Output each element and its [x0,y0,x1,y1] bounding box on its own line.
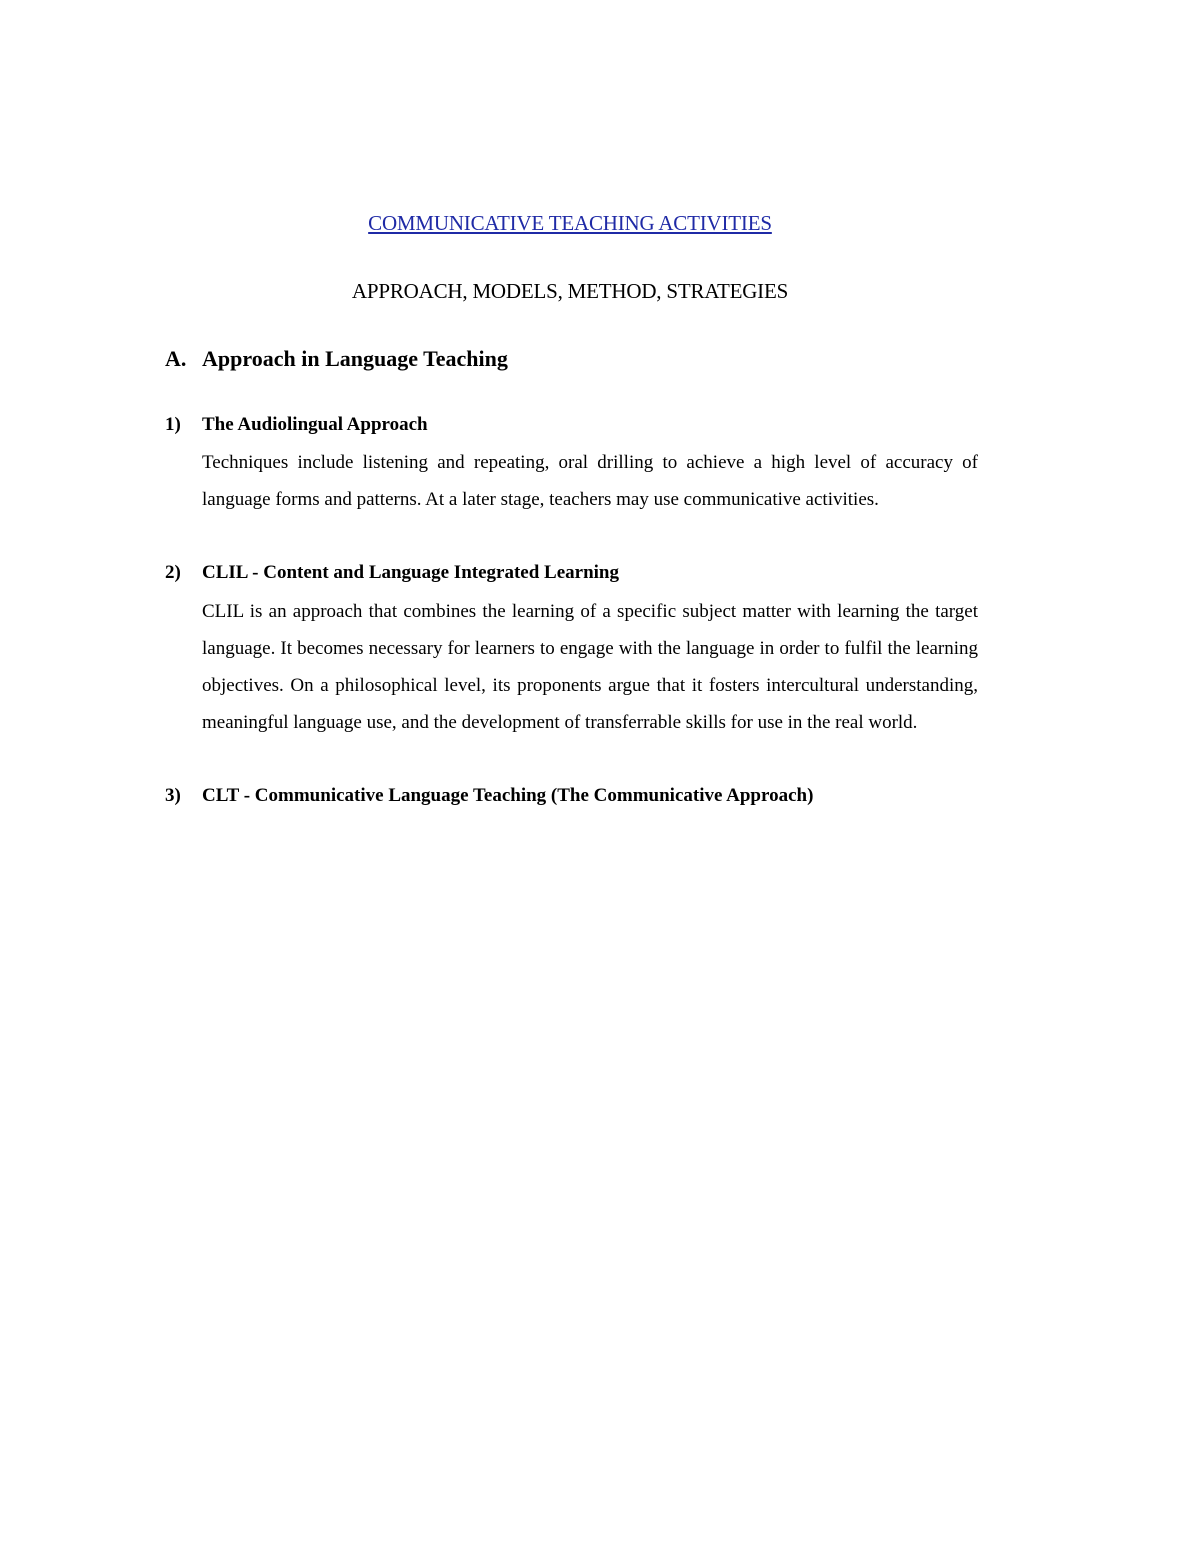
item-heading [165,559,619,587]
item-number: 2) [165,562,181,583]
item-body: CLIL is an approach that combines the learning of a specific subject matter with learning the target language. It becomes necessary for learners to engage with the language in order to fulfil the learning objectives. On a philosophical level, its proponents argue that it fosters intercultural understanding, meaningful language use, and the development of transferrable skills for use in the real world. [202,601,978,733]
section-letter: A. [165,346,187,371]
item-number: 3) [165,785,181,806]
item-heading-text: CLIL - Content and Language Integrated Learning [202,562,619,583]
item-heading [165,782,813,810]
section-heading [165,344,508,374]
item-heading [165,411,428,439]
item-number: 1) [165,414,181,435]
document-title: COMMUNICATIVE TEACHING ACTIVITIES [368,211,772,235]
item-body: Techniques include listening and repeating, oral drilling to achieve a high level of accuracy of language forms and patterns. At a later stage, teachers may use communicative activities. [202,452,978,510]
document-subtitle: APPROACH, MODELS, METHOD, STRATEGIES [351,279,789,303]
item-heading-text: CLT - Communicative Language Teaching (The Communicative Approach) [202,785,814,806]
item-heading-text: The Audiolingual Approach [202,414,428,435]
section-heading-text: Approach in Language Teaching [202,346,508,371]
